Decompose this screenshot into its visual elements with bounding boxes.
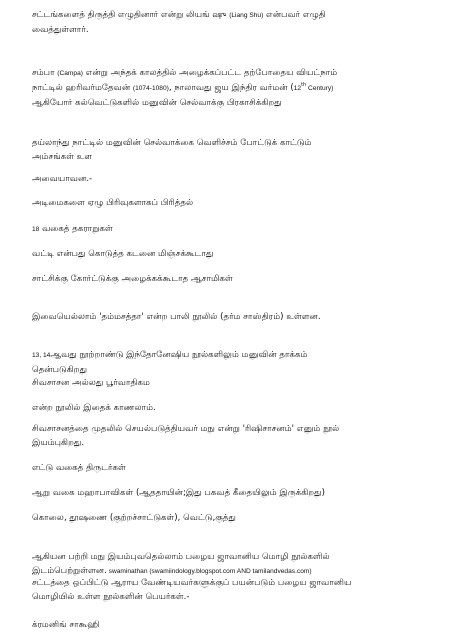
paragraph-disputes [32, 222, 422, 237]
text: கொலை, தூஷணை (குற்றச்சாட்டுகள்), வெட்டு,குத்து [32, 513, 236, 523]
paragraph-indonesia [32, 348, 422, 377]
paragraph-witnesses [32, 272, 422, 286]
text: என்ற நூலில் இதைக் காணலாம். [32, 403, 156, 413]
text: ஆறு வகை மஹாபாவிகள் (ஆததாயின்;இது பகவத் கீதையிலும் இருக்கிறது) [32, 488, 325, 498]
text: , நாலாவது ஜய இந்திர வர்மன் ( [168, 83, 294, 93]
text: என்று அந்தக் காலத்தில் அழைக்கப்பட்ட தற்போதைய வியட்நாம் [82, 68, 338, 78]
paragraph-rishisasanam [32, 422, 422, 450]
english-name: (Liang Shu) [229, 12, 264, 19]
text: சாட்சிக்கு கோர்ட்டுக்கு அழைக்கக்கூடாத ஆசாமிகள் [32, 274, 233, 284]
paragraph-liang-shu [32, 8, 422, 37]
text: இவையெல்லாம் [32, 312, 100, 322]
paragraph-avaiyavana [32, 172, 422, 186]
text: நாட்டில் ஹரிவர்மதேவன் [32, 83, 133, 93]
text: அடிமைகளை ஏழு பிரிவுகளாகப் பிரித்தல் [32, 198, 194, 208]
paragraph-kramaning [32, 618, 422, 632]
text: சிவசாசன அல்லது பூர்வாதிகம [32, 378, 150, 388]
paragraph-crimes [32, 511, 422, 525]
text: க்ரமனிங் சாகூஹி [32, 620, 100, 630]
text: வட்டி என்பது கொடுத்த கடனை மிஞ்சக்கூடாது [32, 249, 214, 259]
number: 18 [32, 226, 40, 233]
text: மொழியில் உள்ள நூல்களின் பெயர்கள்.- [32, 592, 190, 602]
paragraph-dhammasattha [32, 310, 422, 324]
text: எட்டு வகைத் திருடர்கள் [32, 463, 126, 473]
text: சிவசாசனத்தை முதலில் செயல்படுத்தியவர் மநு என்று 'ரிஷிசாசனம்' எனும் நூல் [32, 424, 340, 434]
text: தென்படுகிறது [32, 365, 88, 375]
paragraph-slaves [32, 196, 422, 210]
paragraph-book [32, 401, 422, 415]
paragraph-books-list [32, 576, 422, 604]
text: சட்டங்களைத் திருத்தி எழுதினார் என்று லியங் ஷு [32, 10, 230, 20]
text: என்பவர் எழுதி [263, 10, 326, 20]
text: வைத்துள்ளார். [32, 25, 89, 35]
text: சம்பா [32, 68, 58, 78]
century-number: 12 [293, 85, 302, 92]
paragraph-campa [32, 66, 422, 110]
paragraph-sinners [32, 486, 422, 500]
paragraph-sivasasana [32, 376, 422, 390]
text: ஆகியோர் கல்வெட்டுகளில் மனுவின் செல்வாக்கு பிரகாசிக்கிறது [32, 98, 282, 108]
text: சட்டத்தை ஒப்பிட்டு ஆராய வேண்டியவர்களுக்குப் பயன்படும் பழைய ஜாவானிய [32, 578, 352, 588]
century-label: Century) [306, 85, 334, 92]
superscript: th [301, 82, 307, 89]
paragraph-thailand [32, 136, 422, 164]
quoted-title: 'தம்மசத்தா' [99, 312, 144, 322]
text: ஆகியன பற்றி மநு இயம்புவதெல்லாம் பழைய ஜாவானிய மொழி நூல்களில் [32, 552, 330, 562]
text: இயம்புகிறது. [32, 438, 85, 448]
text: என்ற பாலி நூலில் (தர்ம சாஸ்திரம்) உள்ளன. [143, 312, 321, 322]
author-credit: swaminathan (swamiindology.blogspot.com AND tamilandvedas.com) [106, 568, 312, 575]
year-range: (1074-1080) [132, 85, 169, 92]
paragraph-thieves [32, 461, 422, 475]
text: வகைத் தகராறுகள் [39, 224, 113, 234]
text: தய்லாந்து நாட்டில் மனுவின் செல்வாக்கை வெளிச்சம் போட்டுக் காட்டும் [32, 138, 312, 148]
paragraph-interest [32, 247, 422, 261]
text: இடம்பெற்றுள்ளன. [32, 566, 107, 576]
century-numbers: 13, 14 [32, 352, 51, 359]
text: அவையாவன.- [32, 174, 93, 184]
text: ஆவது நூற்றாண்டு இந்தோனேஷிய நூல்களிலும் மனுவின் தாக்கம் [50, 350, 308, 360]
english-name: (Campa) [57, 70, 83, 77]
text: அம்சங்கள் உள [32, 152, 93, 162]
paragraph-javanese [32, 550, 422, 579]
